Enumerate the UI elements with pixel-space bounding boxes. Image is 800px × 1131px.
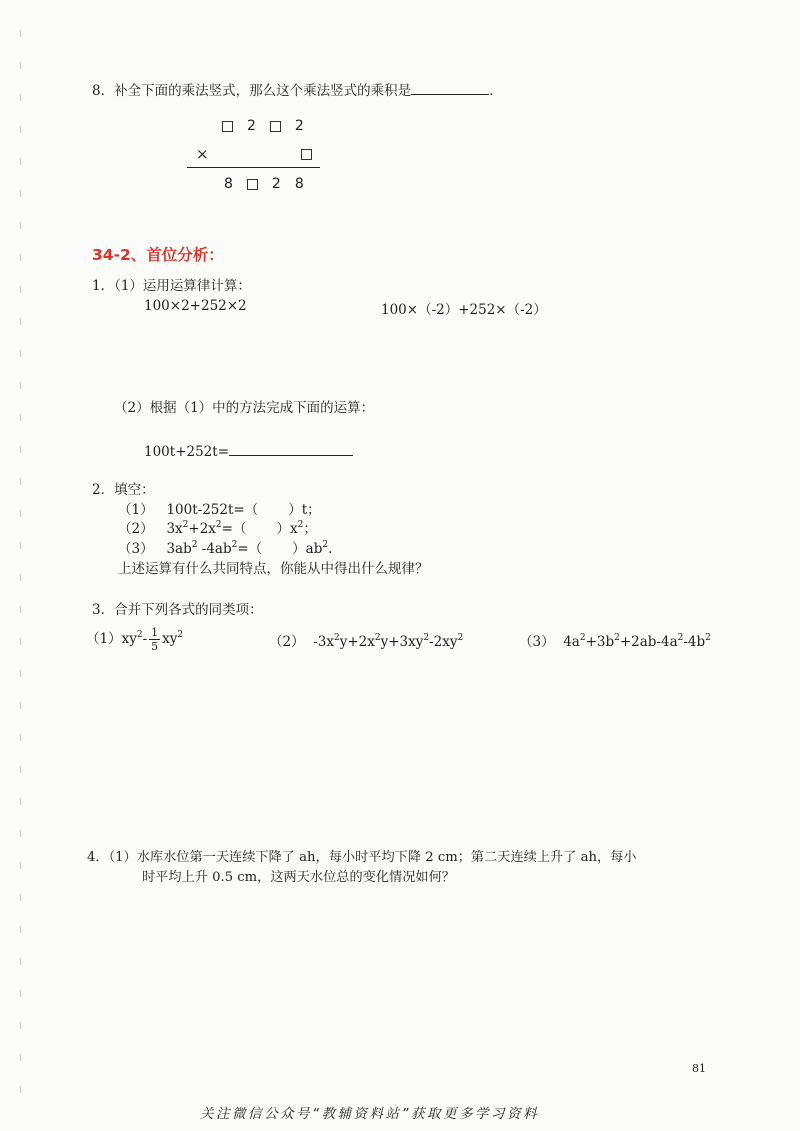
times-sign: × (196, 145, 209, 163)
mult-row-1 (215, 118, 311, 135)
question-3-part-3: （3） $4a^2+3b^2+2ab-4a^2-4b^2$ (519, 633, 711, 650)
fraction: $\frac{1}{5}$ (151, 626, 159, 653)
digit-box[interactable] (301, 149, 312, 160)
answer-blank[interactable] (229, 441, 353, 456)
question-1-expr-a: 100×2+252×2 (144, 298, 247, 314)
question-8 (92, 80, 493, 99)
question-2-line-3: （3） $3ab^2$ $-4ab^2=$（ ）$ab^2$. (118, 540, 333, 557)
question-8-text: 8．补全下面的乘法竖式，那么这个乘法竖式的乘积是 (92, 83, 412, 99)
mult-digit: 2 (271, 176, 281, 192)
question-1-part-2: （2）根据（1）中的方法完成下面的运算： (114, 400, 375, 416)
question-4-line-2: 时平均上升 0.5 cm，这两天水位总的变化情况如何？ (142, 870, 455, 885)
digit-box[interactable] (222, 121, 233, 132)
mult-digit: 2 (247, 118, 256, 134)
question-2-label: 2．填空： (92, 482, 155, 498)
question-1-label: 1．（1）运用运算律计算： (92, 278, 251, 294)
section-title: 34-2、首位分析： (92, 246, 224, 264)
digit-box[interactable] (270, 121, 281, 132)
mult-digit: 8 (224, 176, 233, 192)
question-2-question: 上述运算有什么共同特点，你能从中得出什么规律？ (118, 561, 429, 577)
mult-digit: 8 (294, 176, 304, 192)
mult-row-3 (217, 176, 311, 193)
question-1-expr-b: 100×（-2）+252×（-2） (381, 302, 547, 318)
question-3-label: 3．合并下列各式的同类项： (92, 602, 263, 618)
question-2-line-2: （2） $3x^2+2x^2=$（ ）$x^2$； (118, 520, 317, 537)
question-4-line-1: 4．（1）水库水位第一天连续下降了 ah，每小时平均下降 2 cm；第二天连续上升了 ah，每小 (87, 850, 637, 865)
footer-watermark: 关注微信公众号“教辅资料站”获取更多学习资料 (200, 1106, 539, 1122)
mult-line (187, 167, 320, 168)
question-1-part-2-expr: 100t+252t= (144, 441, 353, 460)
question-3-part-1: $(1)xy^2-$ $\frac{1}{5}$ $xy^2$ (86, 626, 184, 653)
question-3-part-2: （2） $-3x^2y+2x^2y+3xy^2-2xy^2$ (269, 633, 464, 650)
question-2-line-1: （1） 100t-252t=（ ）t； (118, 502, 321, 518)
mult-digit: 2 (294, 118, 304, 134)
question-8-period: . (489, 83, 494, 99)
answer-blank[interactable] (411, 80, 489, 95)
page-number: 81 (692, 1062, 706, 1075)
digit-box[interactable] (247, 179, 258, 190)
mult-row-2 (294, 146, 319, 162)
